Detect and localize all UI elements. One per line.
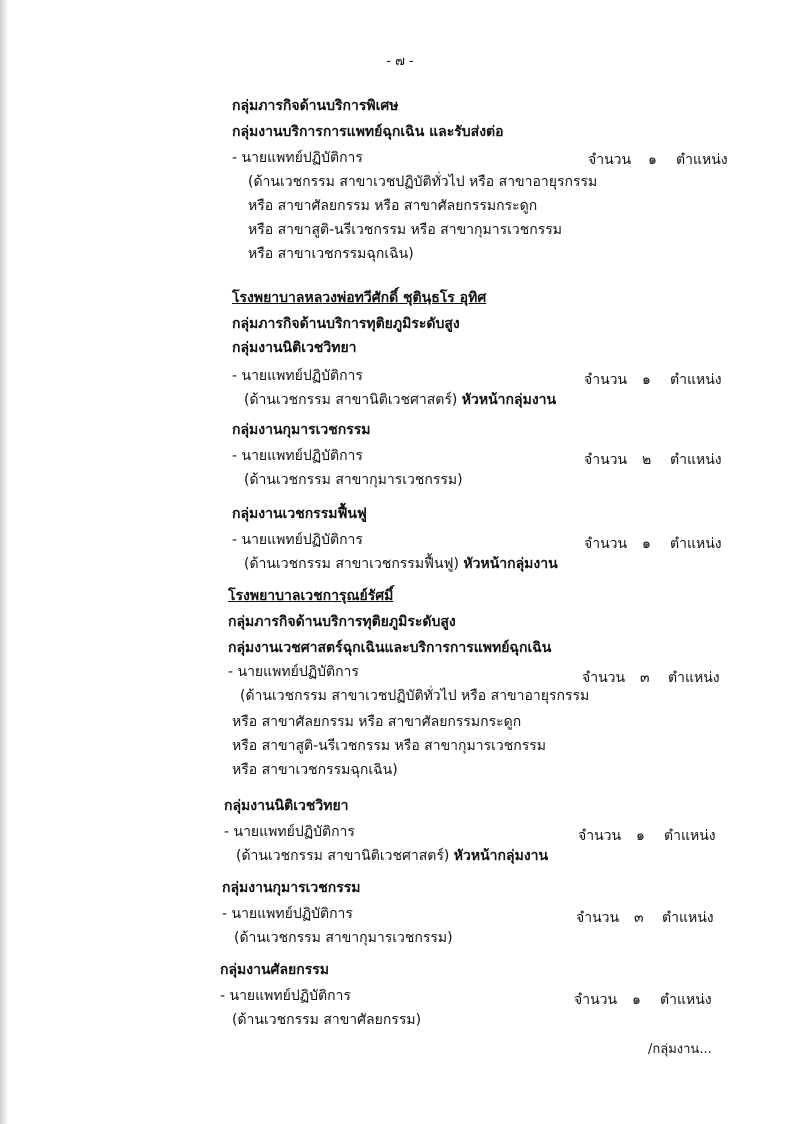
head-note: หัวหน้ากลุ่มงาน [461,392,557,408]
amount-label: จำนวน [582,670,626,686]
amount-label: จำนวน [584,372,628,388]
position-detail: หรือ สาขาศัลยกรรม หรือ สาขาศัลยกรรมกระดูก [232,714,522,730]
amount-count: ๒ [642,452,652,468]
group-heading: กลุ่มงานศัลยกรรม [220,962,329,978]
position-detail: (ด้านเวชกรรม สาขากุมารเวชกรรม) [244,472,463,488]
position-detail: หรือ สาขาสูติ-นรีเวชกรรม หรือ สาขากุมารเวชกรรม [248,222,562,238]
amount-count: ๑ [636,828,645,844]
position-detail: หรือ สาขาเวชกรรมฉุกเฉิน) [248,246,414,262]
group-heading: กลุ่มงานนิติเวชวิทยา [224,798,349,814]
head-note: หัวหน้ากลุ่มงาน [463,556,558,572]
amount-unit: ตำแหน่ง [676,152,728,168]
position-detail: (ด้านเวชกรรม สาขาเวชปฏิบัติทั่วไป หรือ สาขาอายุรกรรม [240,688,590,704]
position-detail: หรือ สาขาเวชกรรมฉุกเฉิน) [232,762,398,778]
group-heading: กลุ่มงานเวชกรรมฟื้นฟู [232,506,367,522]
position-detail-row [244,390,556,410]
position-title: - นายแพทย์ปฏิบัติการ [222,906,353,922]
hospital-heading: โรงพยาบาลเวชการุณย์รัศมิ์ [228,588,394,604]
position-detail: (ด้านเวชกรรม สาขานิติเวชศาสตร์) [244,392,458,408]
group-heading: กลุ่มงานกุมารเวชกรรม [222,880,361,896]
position-detail: (ด้านเวชกรรม สาขาเวชกรรมฟื้นฟู) [244,556,459,572]
position-detail: (ด้านเวชกรรม สาขานิติเวชศาสตร์) [236,848,450,864]
page-number: - ๗ - [386,54,414,69]
amount-unit: ตำแหน่ง [660,992,712,1008]
amount-unit: ตำแหน่ง [670,452,722,468]
mission-heading: กลุ่มภารกิจด้านบริการพิเศษ [232,98,399,114]
position-detail: หรือ สาขาสูติ-นรีเวชกรรม หรือ สาขากุมารเวชกรรม [232,738,546,754]
amount-unit: ตำแหน่ง [670,536,722,552]
page-edge-shadow [0,0,8,1124]
amount-label: จำนวน [578,828,622,844]
group-heading: กลุ่มงานเวชศาสตร์ฉุกเฉินและบริการการแพทย์ฉุกเฉิน [228,640,552,656]
position-title: - นายแพทย์ปฏิบัติการ [232,150,363,166]
mission-heading: กลุ่มภารกิจด้านบริการทุติยภูมิระดับสูง [232,316,460,332]
group-heading: กลุ่มงานกุมารเวชกรรม [232,422,371,438]
position-detail: (ด้านเวชกรรม สาขากุมารเวชกรรม) [234,930,453,946]
amount-count: ๓ [634,910,644,926]
amount-unit: ตำแหน่ง [668,670,720,686]
position-detail-row [236,846,548,866]
position-detail-row [244,554,558,574]
amount-unit: ตำแหน่ง [662,910,714,926]
position-detail: (ด้านเวชกรรม สาขาศัลยกรรม) [232,1012,422,1028]
amount-unit: ตำแหน่ง [664,828,716,844]
position-title: - นายแพทย์ปฏิบัติการ [228,664,359,680]
amount-label: จำนวน [588,152,632,168]
hospital-heading: โรงพยาบาลหลวงพ่อทวีศักดิ์ ชุตินฺธโร อุทิศ [232,290,487,306]
position-title: - นายแพทย์ปฏิบัติการ [232,448,363,464]
continuation-note: /กลุ่มงาน... [648,1042,712,1057]
amount-count: ๓ [640,670,650,686]
group-heading: กลุ่มงานบริการการแพทย์ฉุกเฉิน และรับส่งต่อ [232,124,504,140]
position-title: - นายแพทย์ปฏิบัติการ [220,988,351,1004]
amount-count: ๑ [648,152,657,168]
position-detail: (ด้านเวชกรรม สาขาเวชปฏิบัติทั่วไป หรือ สาขาอายุรกรรม [248,174,598,190]
position-detail: หรือ สาขาศัลยกรรม หรือ สาขาศัลยกรรมกระดูก [248,198,538,214]
amount-unit: ตำแหน่ง [670,372,722,388]
amount-label: จำนวน [584,536,628,552]
position-title: - นายแพทย์ปฏิบัติการ [232,368,363,384]
group-heading: กลุ่มงานนิติเวชวิทยา [232,340,357,356]
position-title: - นายแพทย์ปฏิบัติการ [224,824,355,840]
amount-label: จำนวน [574,992,618,1008]
amount-label: จำนวน [584,452,628,468]
amount-count: ๑ [632,992,641,1008]
amount-count: ๑ [642,536,651,552]
head-note: หัวหน้ากลุ่มงาน [453,848,549,864]
amount-label: จำนวน [576,910,620,926]
mission-heading: กลุ่มภารกิจด้านบริการทุติยภูมิระดับสูง [228,614,456,630]
position-title: - นายแพทย์ปฏิบัติการ [232,532,363,548]
amount-count: ๑ [642,372,651,388]
